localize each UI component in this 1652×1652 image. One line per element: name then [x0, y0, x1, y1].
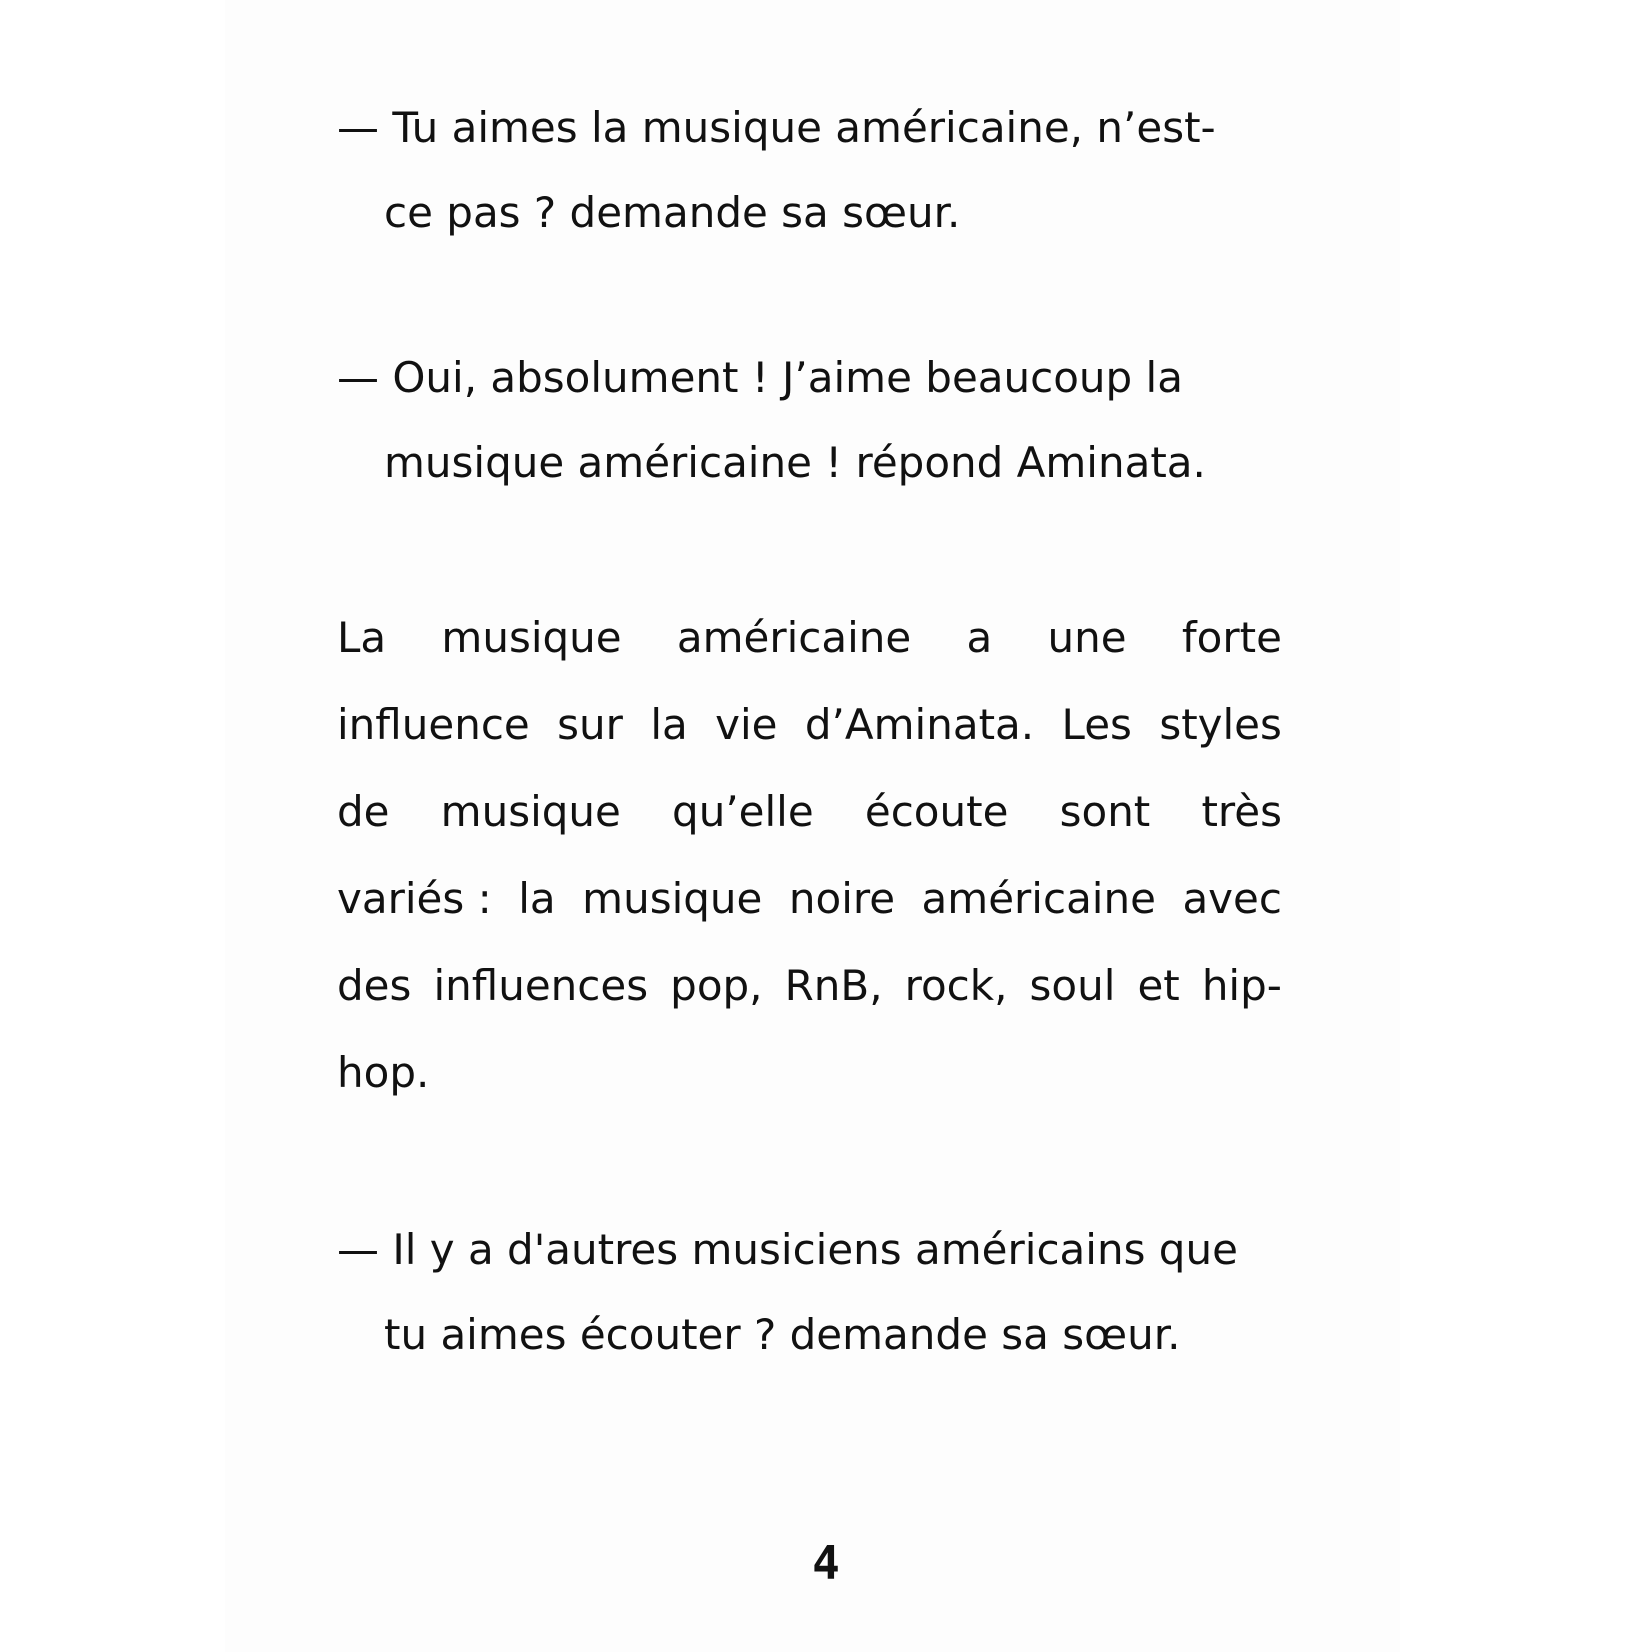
word: très — [1201, 787, 1282, 836]
word: et — [1137, 961, 1180, 1010]
narrative-line: hop. — [337, 1048, 430, 1097]
word: d’Aminata. — [804, 700, 1035, 749]
dialogue-line: — Tu aimes la musique américaine, n’est- — [337, 103, 1216, 152]
word: La — [337, 613, 387, 662]
word: une — [1047, 613, 1127, 662]
word: la — [650, 700, 688, 749]
word: musique — [582, 874, 763, 923]
word: sont — [1059, 787, 1151, 836]
narrative-line — [337, 958, 1282, 1014]
page-number: 4 — [812, 1536, 840, 1590]
word: RnB, — [784, 961, 883, 1010]
word: soul — [1029, 961, 1116, 1010]
word: avec — [1182, 874, 1282, 923]
word: noire — [788, 874, 896, 923]
narrative-line — [337, 784, 1282, 840]
dialogue-line: ce pas ? demande sa sœur. — [384, 188, 961, 237]
word: écoute — [864, 787, 1009, 836]
word: rock, — [904, 961, 1008, 1010]
word: la — [518, 874, 556, 923]
dialogue-line: musique américaine ! répond Aminata. — [384, 438, 1206, 487]
word: musique — [440, 787, 621, 836]
word: hip- — [1201, 961, 1282, 1010]
word: forte — [1181, 613, 1282, 662]
narrative-line — [337, 610, 1282, 666]
word: variés : — [337, 874, 492, 923]
word: influence — [337, 700, 530, 749]
word: américaine — [921, 874, 1156, 923]
word: de — [337, 787, 390, 836]
word: a — [966, 613, 993, 662]
word: américaine — [676, 613, 912, 662]
dialogue-line: — Oui, absolument ! J’aime beaucoup la — [337, 353, 1183, 402]
dialogue-line: tu aimes écouter ? demande sa sœur. — [384, 1310, 1181, 1359]
word: styles — [1159, 700, 1282, 749]
word: pop, — [670, 961, 763, 1010]
narrative-line — [337, 697, 1282, 753]
word: sur — [557, 700, 623, 749]
word: Les — [1061, 700, 1132, 749]
word: des — [337, 961, 412, 1010]
word: musique — [441, 613, 622, 662]
word: influences — [433, 961, 649, 1010]
narrative-line — [337, 871, 1282, 927]
word: qu’elle — [672, 787, 814, 836]
word: vie — [715, 700, 778, 749]
dialogue-line: — Il y a d'autres musiciens américains que — [337, 1225, 1238, 1274]
